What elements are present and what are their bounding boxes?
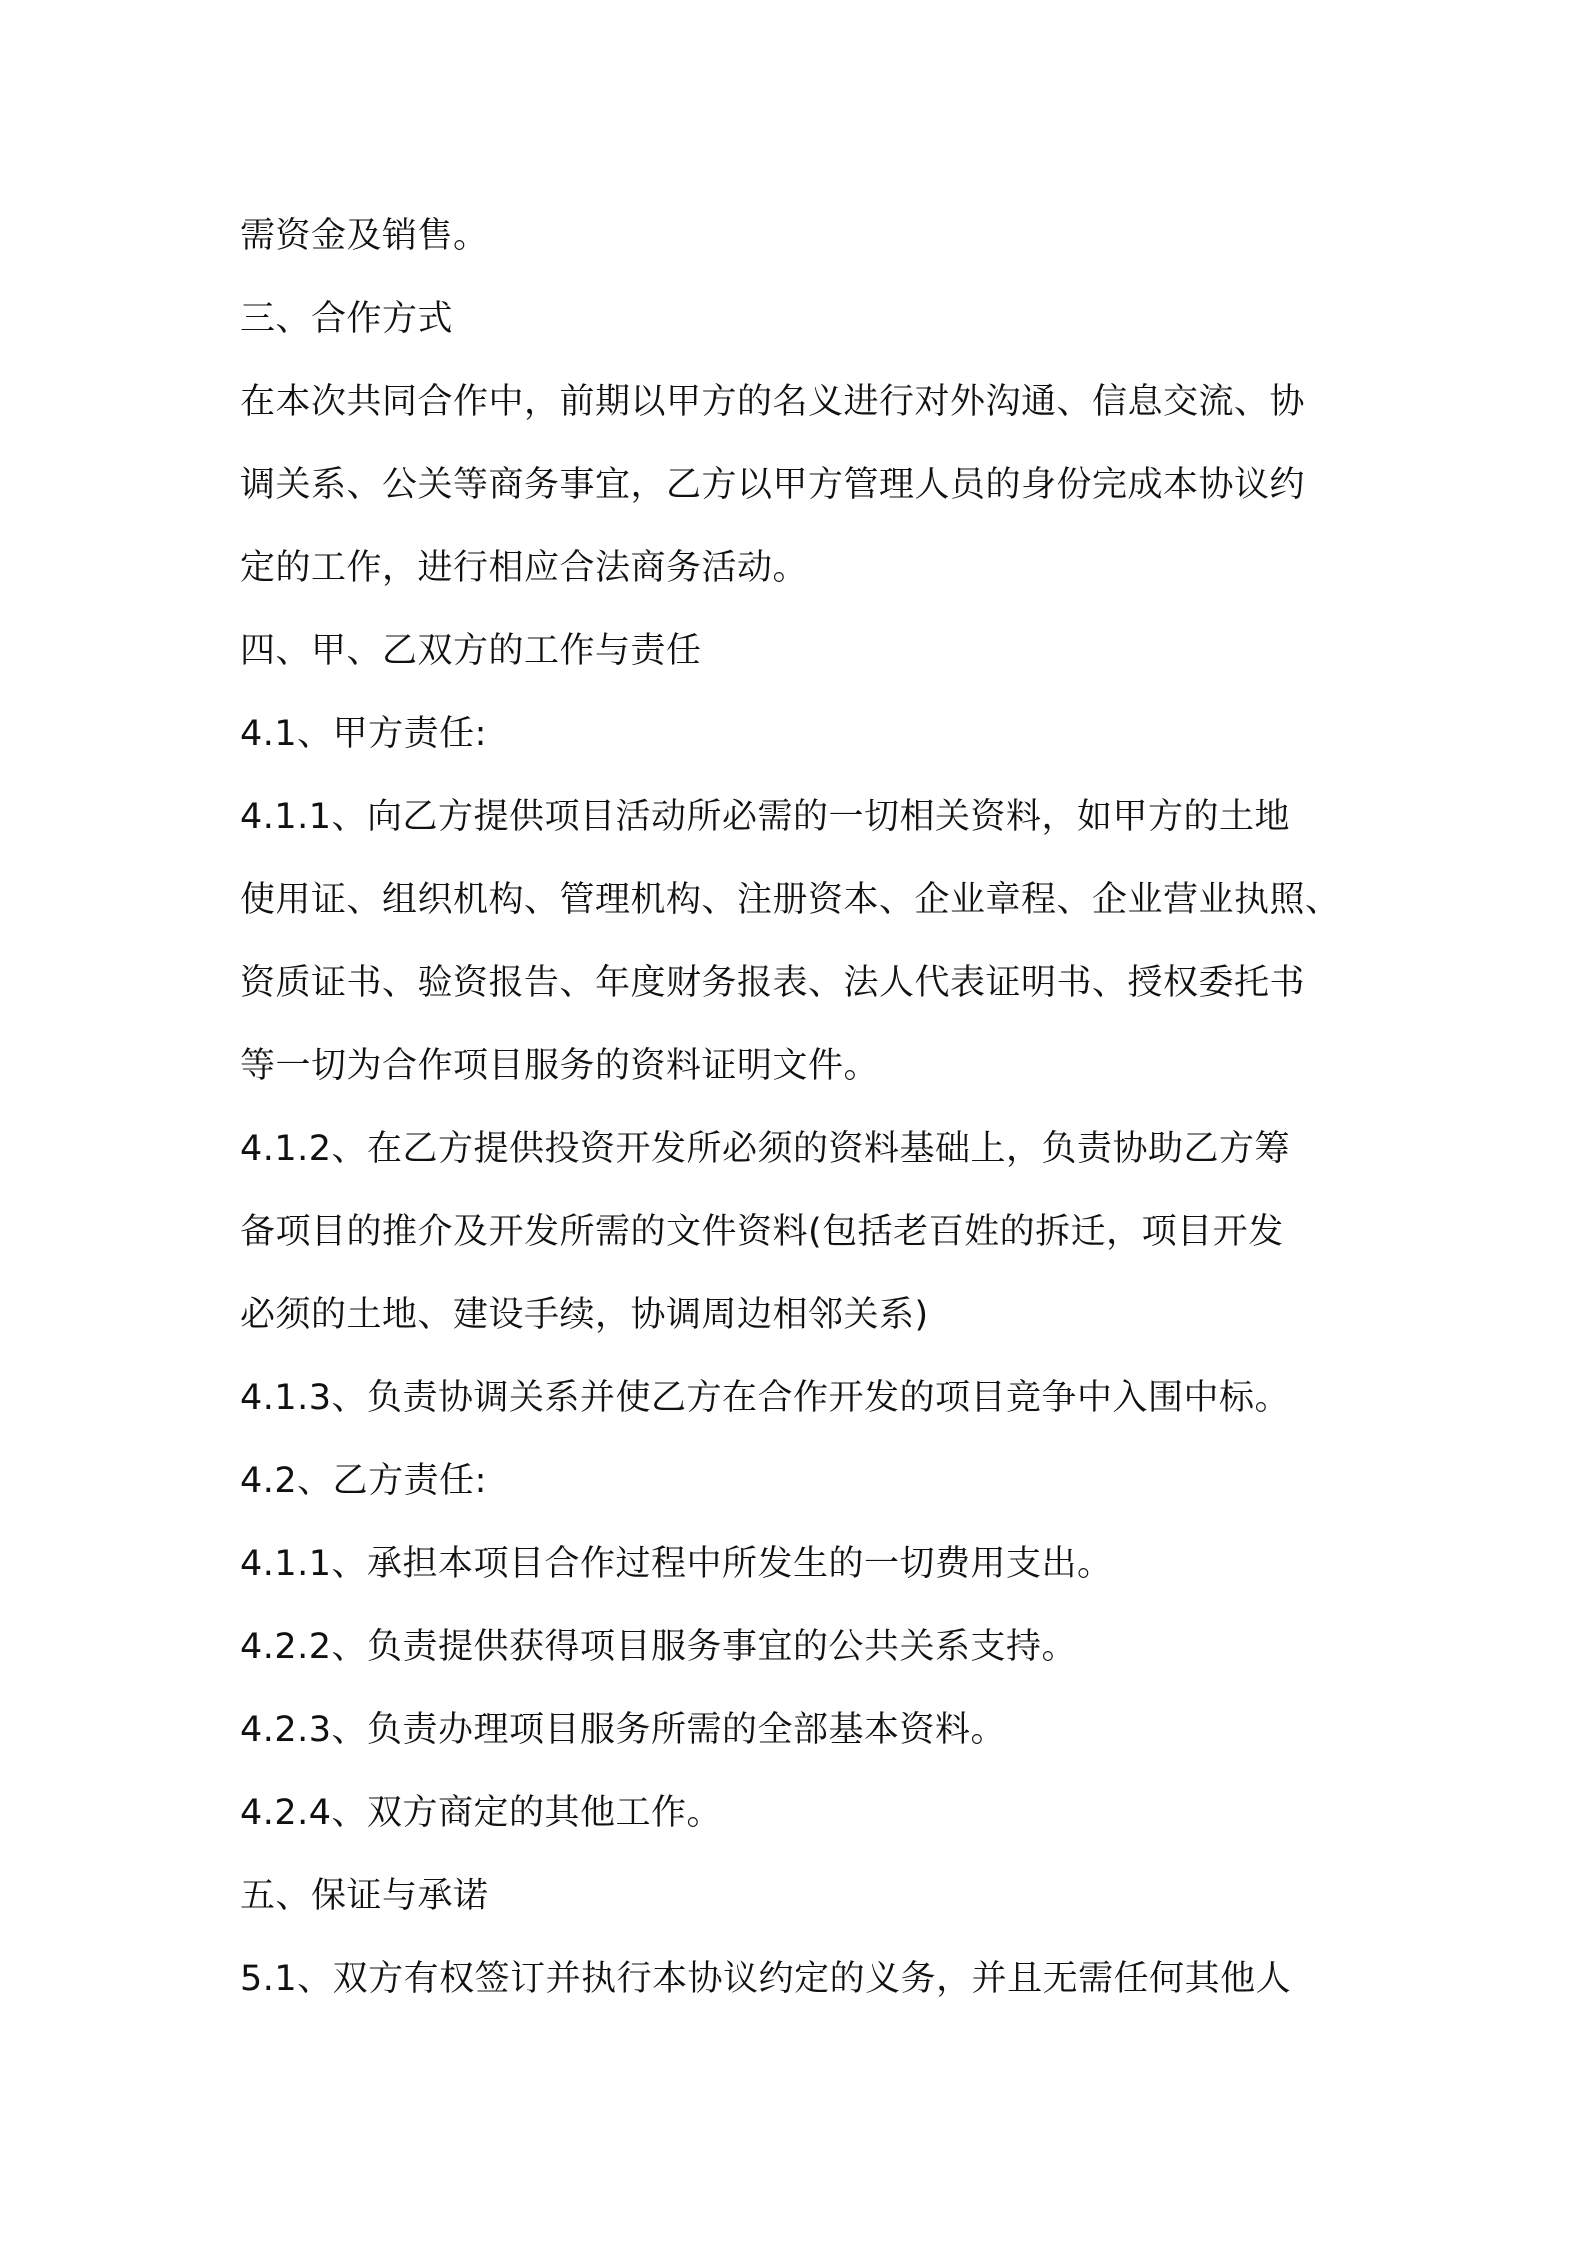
document-body (240, 195, 1350, 2021)
text-line: 备项目的推介及开发所需的文件资料(包括老百姓的拆迁，项目开发 (240, 1212, 1284, 1252)
text-line: 4.1.1、向乙方提供项目活动所必需的一切相关资料，如甲方的土地 (240, 797, 1291, 837)
section-heading: 五、保证与承诺 (240, 1876, 489, 1916)
text-line: 必须的土地、建设手续，协调周边相邻关系) (240, 1295, 929, 1335)
text-line: 定的工作，进行相应合法商务活动。 (240, 548, 809, 588)
text-line: 4.2.2、负责提供获得项目服务事宜的公共关系支持。 (240, 1627, 1078, 1667)
text-line: 在本次共同合作中，前期以甲方的名义进行对外沟通、信息交流、协 (240, 382, 1306, 422)
text-line: 调关系、公关等商务事宜，乙方以甲方管理人员的身份完成本协议约 (240, 465, 1306, 505)
subsection-heading: 4.1、甲方责任: (240, 714, 487, 754)
subsection-heading: 4.2、乙方责任: (240, 1461, 487, 1501)
text-line: 等一切为合作项目服务的资料证明文件。 (240, 1046, 880, 1086)
text-line: 需资金及销售。 (240, 216, 489, 256)
section-heading: 四、甲、乙双方的工作与责任 (240, 631, 702, 671)
section-heading: 三、合作方式 (240, 299, 454, 339)
text-line: 4.1.1、承担本项目合作过程中所发生的一切费用支出。 (240, 1544, 1113, 1584)
text-line: 4.2.3、负责办理项目服务所需的全部基本资料。 (240, 1710, 1007, 1750)
text-line: 5.1、双方有权签订并执行本协议约定的义务，并且无需任何其他人 (240, 1959, 1292, 1999)
text-line: 4.1.2、在乙方提供投资开发所必须的资料基础上，负责协助乙方筹 (240, 1129, 1291, 1169)
text-line: 资质证书、验资报告、年度财务报表、法人代表证明书、授权委托书 (240, 963, 1306, 1003)
text-line: 4.1.3、负责协调关系并使乙方在合作开发的项目竞争中入围中标。 (240, 1378, 1291, 1418)
text-line: 使用证、组织机构、管理机构、注册资本、企业章程、企业营业执照、 (240, 880, 1341, 920)
text-line: 4.2.4、双方商定的其他工作。 (240, 1793, 723, 1833)
